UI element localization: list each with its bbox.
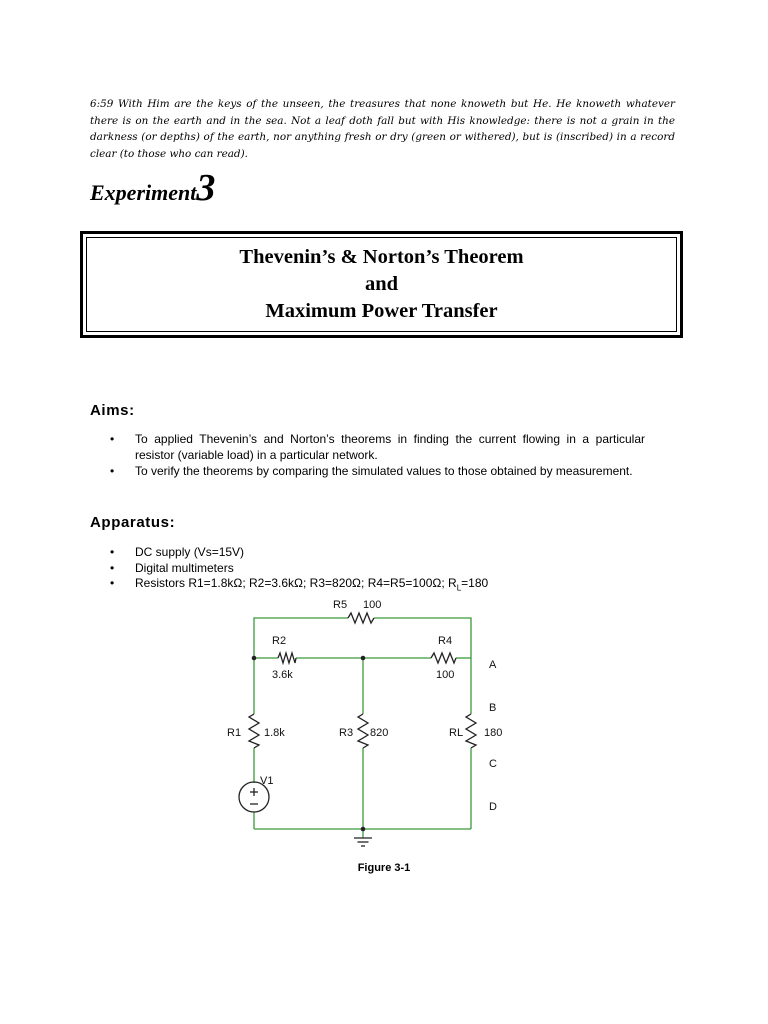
circuit-diagram (218, 598, 513, 854)
title-line-2: and (364, 273, 399, 295)
node-d-label: D (489, 801, 497, 813)
list-item (110, 576, 645, 596)
node-b-label: B (489, 702, 497, 714)
bullet-icon: • (110, 576, 115, 590)
aim-text: To applied Thevenin’s and Norton’s theorems in finding the current flowing in a particular resistor (variable load) in a particular network. (135, 432, 645, 462)
figure-caption: Figure 3-1 (357, 862, 411, 874)
bullet-icon: • (110, 560, 115, 575)
rl-label: RL (449, 727, 464, 739)
wire-top-loop (254, 618, 348, 658)
title-line-3: Maximum Power Transfer (265, 300, 498, 322)
bullet-icon: • (110, 432, 115, 446)
r2-label: R2 (272, 635, 287, 647)
aims-heading: Aims: (90, 402, 135, 419)
aim-text: To verify the theorems by comparing the simulated values to those obtained by measurement. (135, 464, 633, 478)
list-item (110, 561, 645, 577)
node-c-label: C (489, 758, 497, 770)
junction-dot (252, 656, 257, 661)
rl-value: 180 (484, 727, 503, 739)
title-line-1: Thevenin’s & Norton’s Theorem (239, 246, 524, 268)
wire-top-right (374, 618, 471, 658)
junction-dots (252, 656, 366, 832)
v1-label: V1 (260, 775, 274, 787)
r3-label: R3 (339, 727, 354, 739)
node-a-label: A (489, 659, 497, 671)
r3-resistor (358, 714, 368, 748)
r4-resistor (431, 653, 456, 663)
experiment-heading (90, 166, 215, 210)
rl-subscript: L (456, 583, 462, 593)
title-box (80, 231, 683, 338)
bullet-icon: • (110, 464, 115, 478)
r5-value: 100 (363, 599, 382, 611)
wires (254, 618, 471, 838)
r5-label: R5 (333, 599, 348, 611)
list-item (110, 432, 645, 463)
title-box-inner (86, 237, 677, 332)
r4-value: 100 (436, 669, 455, 681)
apparatus-text: Digital multimeters (135, 560, 234, 575)
r2-resistor (278, 653, 296, 663)
junction-dot (361, 656, 366, 661)
apparatus-text: DC supply (Vs=15V) (135, 545, 245, 559)
junction-dot (361, 827, 366, 832)
r1-value: 1.8k (264, 727, 285, 739)
apparatus-text: Resistors R1=1.8kΩ; R2=3.6kΩ; R3=820Ω; R4=R5=100Ω; R (135, 576, 457, 590)
quran-verse: 6:59 With Him are the keys of the unseen, the treasures that none knoweth but He. He knoweth whatever there is on the earth and in the sea. Not a leaf doth fall but with His knowledge: there is not a grain in the darkness (or depths) of the earth, nor anything fresh or dry (green or withered), but is (inscribed) in a record clear (to those who can read). (90, 98, 675, 160)
experiment-number: 3 (196, 167, 216, 209)
aims-list (110, 432, 645, 481)
experiment-word: Experiment (90, 180, 197, 205)
r1-label: R1 (227, 727, 242, 739)
rl-value: =180 (461, 576, 489, 590)
circuit-labels (227, 599, 502, 813)
list-item (110, 545, 645, 561)
r4-label: R4 (438, 635, 453, 647)
apparatus-list (110, 545, 645, 596)
apparatus-heading: Apparatus: (90, 514, 176, 531)
rl-resistor (466, 714, 476, 748)
r5-resistor (348, 613, 374, 623)
bullet-icon: • (110, 545, 115, 559)
r1-resistor (249, 714, 259, 748)
r3-value: 820 (370, 727, 389, 739)
list-item (110, 464, 645, 480)
r2-value: 3.6k (272, 669, 293, 681)
